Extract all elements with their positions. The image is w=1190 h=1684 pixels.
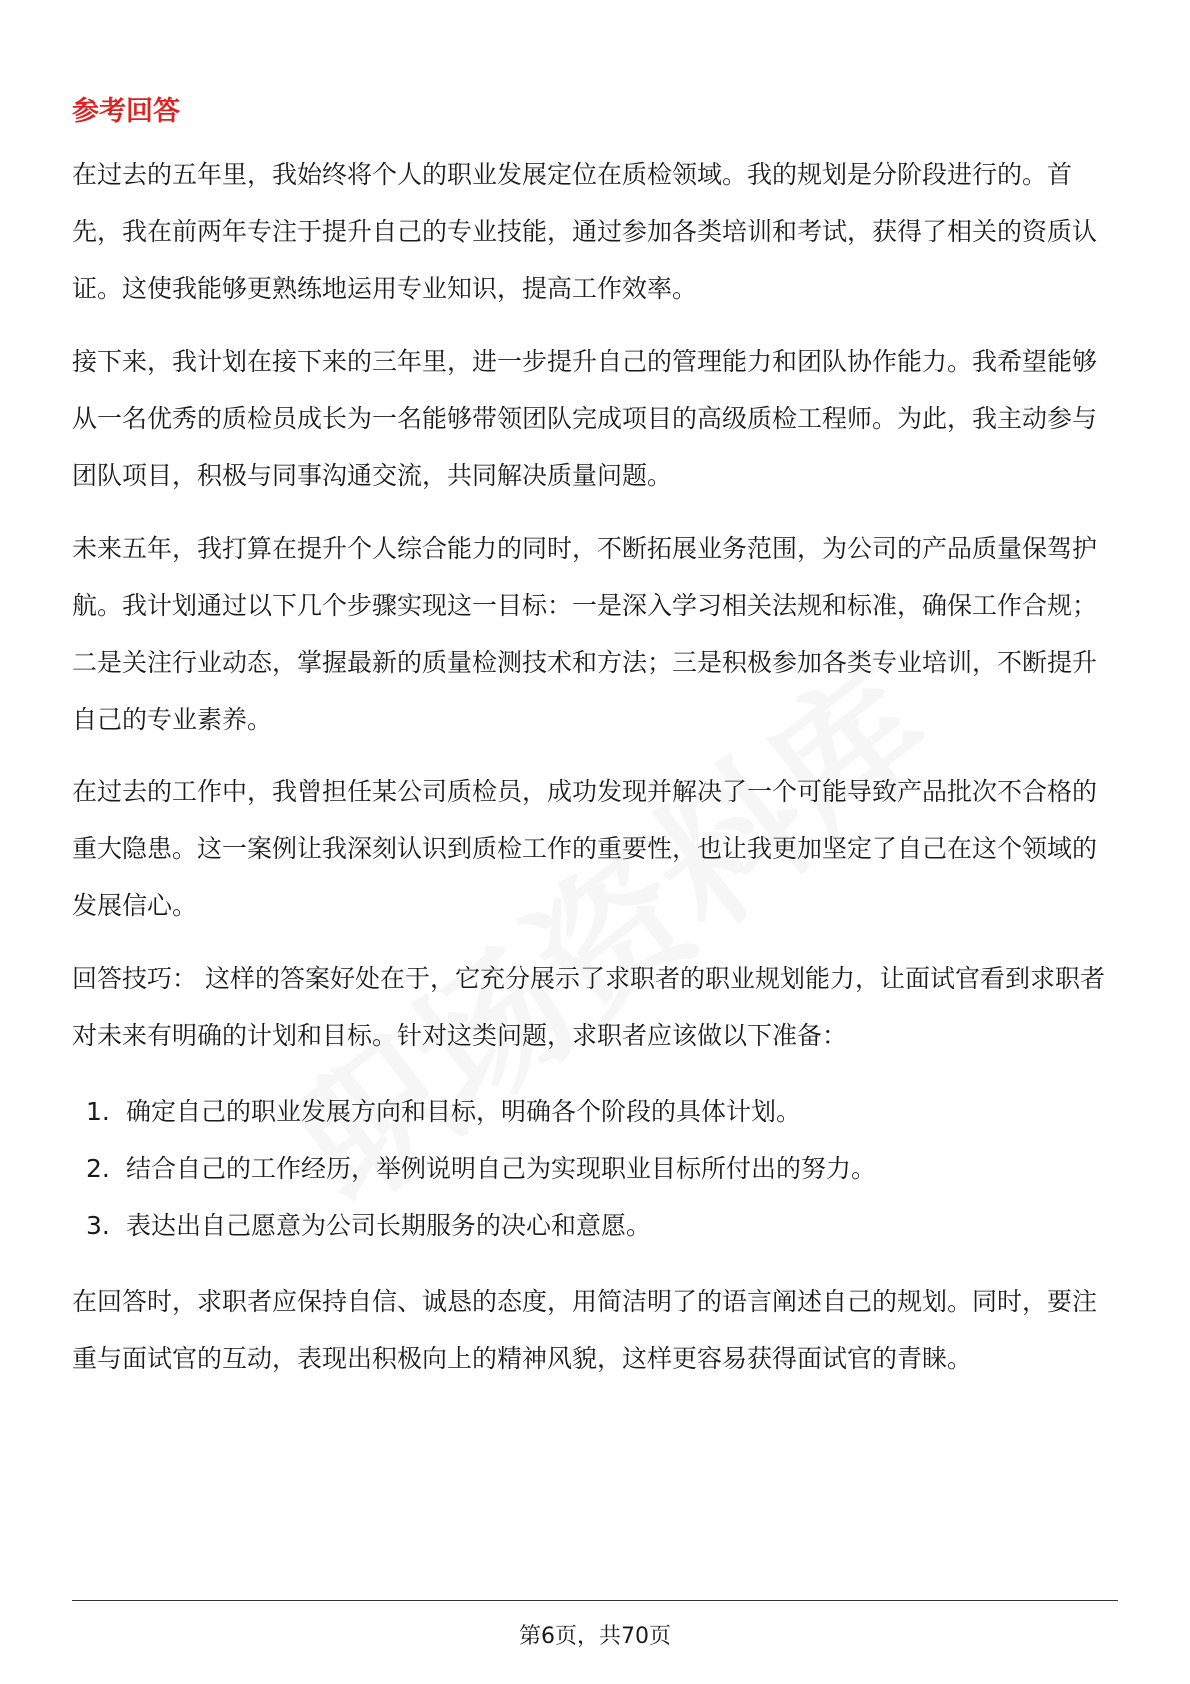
closing-paragraph: 在回答时，求职者应保持自信、诚恳的态度，用简洁明了的语言阐述自己的规划。同时，要注重与面试官的互动，表现出积极向上的精神风貌，这样更容易获得面试官的青睐。 [72, 1287, 1098, 1373]
paragraph-3: 未来五年，我打算在提升个人综合能力的同时，不断拓展业务范围，为公司的产品质量保驾护航。我计划通过以下几个步骤实现这一目标：一是深入学习相关法规和标准，确保工作合规；二是关注行业动态，掌握最新的质量检测技术和方法；三是积极参加各类专业培训，不断提升自己的专业素养。 [72, 534, 1098, 734]
tips-list [72, 1083, 1118, 1254]
list-item-number: 1. [86, 1097, 110, 1126]
section-title: 参考回答 [72, 96, 180, 127]
page-number-footer: 第6页，共70页 [519, 1624, 671, 1649]
paragraph-4: 在过去的工作中，我曾担任某公司质检员，成功发现并解决了一个可能导致产品批次不合格的重大隐患。这一案例让我深刻认识到质检工作的重要性，也让我更加坚定了自己在这个领域的发展信心。 [72, 777, 1098, 920]
list-item-number: 2. [86, 1154, 110, 1183]
list-item [72, 1197, 1118, 1254]
list-item-text: 结合自己的工作经历，举例说明自己为实现职业目标所付出的努力。 [126, 1154, 877, 1183]
list-item-text: 确定自己的职业发展方向和目标，明确各个阶段的具体计划。 [126, 1097, 802, 1126]
list-item-text: 表达出自己愿意为公司长期服务的决心和意愿。 [126, 1211, 652, 1240]
list-item-number: 3. [86, 1211, 110, 1240]
list-item [72, 1083, 1118, 1140]
paragraph-2: 接下来，我计划在接下来的三年里，进一步提升自己的管理能力和团队协作能力。我希望能够从一名优秀的质检员成长为一名能够带领团队完成项目的高级质检工程师。为此，我主动参与团队项目，积极与同事沟通交流，共同解决质量问题。 [72, 347, 1098, 490]
footer-divider [72, 1600, 1118, 1601]
paragraph-1: 在过去的五年里，我始终将个人的职业发展定位在质检领域。我的规划是分阶段进行的。首先，我在前两年专注于提升自己的专业技能，通过参加各类培训和考试，获得了相关的资质认证。这使我能够更熟练地运用专业知识，提高工作效率。 [72, 160, 1098, 303]
list-item [72, 1140, 1118, 1197]
tips-paragraph: 回答技巧： 这样的答案好处在于，它充分展示了求职者的职业规划能力，让面试官看到求职者对未来有明确的计划和目标。针对这类问题，求职者应该做以下准备： [72, 964, 1105, 1050]
